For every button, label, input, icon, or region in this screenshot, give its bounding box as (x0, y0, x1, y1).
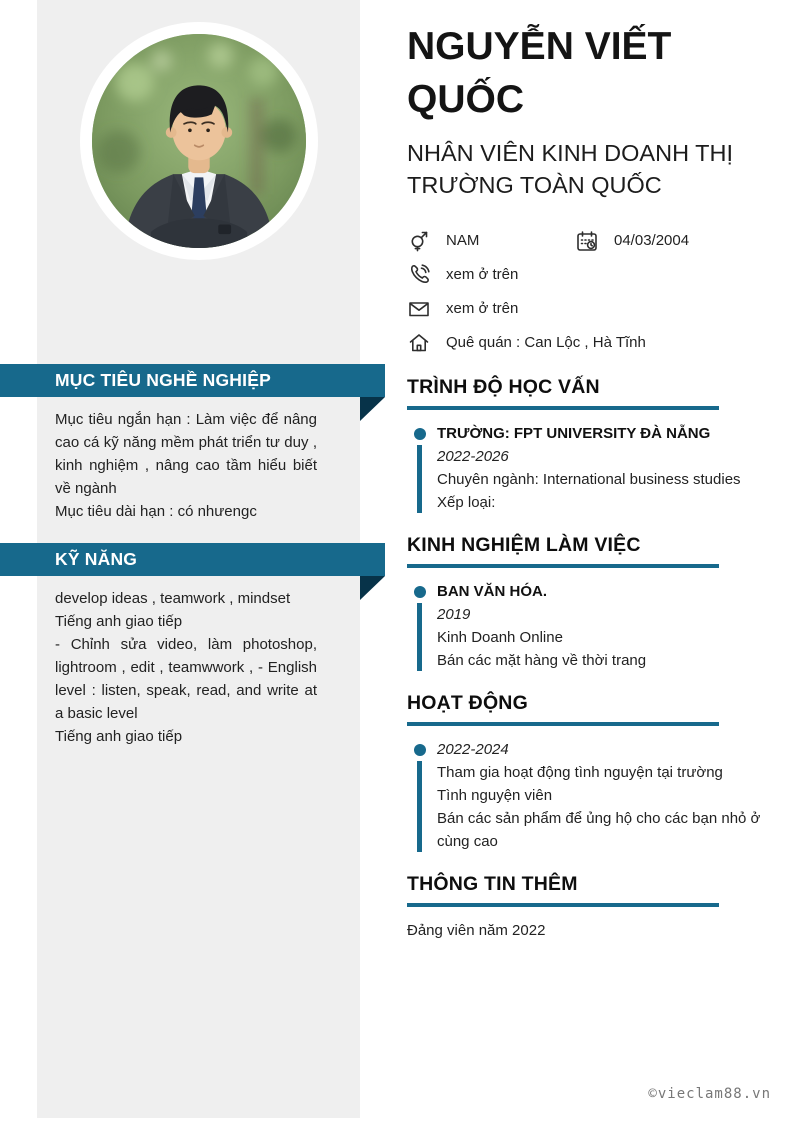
gender-item (407, 229, 575, 253)
info-row-gender-dob (407, 224, 773, 258)
activities-period: 2022-2024 (437, 740, 509, 758)
education-grade: Xếp loại: (437, 493, 496, 511)
career-objective-body (37, 397, 360, 529)
personal-info-list (407, 224, 773, 360)
envelope-icon (407, 297, 431, 321)
section-skills (37, 543, 360, 754)
skills-body (37, 576, 360, 754)
skills-title: KỸ NĂNG (55, 549, 138, 569)
activities-entry (407, 738, 773, 853)
career-objective-title: MỤC TIÊU NGHỀ NGHIỆP (55, 370, 271, 390)
activities-line: Tình nguyện viên (437, 786, 553, 804)
dob-item (575, 229, 689, 253)
skills-line: Tiếng anh giao tiếp (55, 613, 183, 630)
info-row-phone (407, 258, 773, 292)
candidate-name: NGUYỄN VIẾT QUỐC (407, 25, 672, 122)
section-career-objective (37, 364, 360, 529)
phone-icon (407, 263, 431, 287)
additional-line: Đảng viên năm 2022 (407, 921, 546, 939)
section-activities (407, 692, 773, 853)
skills-line: Tiếng anh giao tiếp (55, 728, 183, 745)
hometown-value: Quê quán : Can Lộc , Hà Tĩnh (446, 334, 646, 351)
skills-line: develop ideas , teamwork , mindset (55, 590, 291, 607)
education-major: Chuyên ngành: International business studies (437, 470, 741, 488)
experience-role: Kinh Doanh Online (437, 628, 563, 646)
gender-icon (407, 229, 431, 253)
timeline-dot (414, 744, 426, 756)
info-row-email (407, 292, 773, 326)
timeline-dot (414, 586, 426, 598)
calendar-icon (575, 229, 599, 253)
activities-heading: HOẠT ĐỘNG (407, 691, 528, 714)
site-watermark: ©vieclam88.vn (648, 1086, 771, 1102)
education-school: TRƯỜNG: FPT UNIVERSITY ĐÀ NẴNG (437, 424, 711, 442)
experience-heading: KINH NGHIỆM LÀM VIỆC (407, 533, 641, 556)
heading-rule (407, 722, 719, 726)
experience-org: BAN VĂN HÓA. (437, 582, 548, 600)
section-education (407, 376, 773, 514)
timeline-bar (417, 603, 422, 671)
career-objective-ribbon (0, 364, 385, 397)
email-item (407, 297, 518, 321)
profile-photo (80, 22, 318, 260)
activities-line: Tham gia hoạt động tình nguyện tại trường (437, 763, 723, 781)
experience-entry (407, 580, 773, 672)
gender-value: NAM (446, 232, 480, 249)
sidebar (37, 0, 360, 1118)
timeline-bar (417, 761, 422, 852)
additional-heading: THÔNG TIN THÊM (407, 872, 578, 895)
candidate-job-title: NHÂN VIÊN KINH DOANH THỊ TRƯỜNG TOÀN QUỐC (407, 140, 733, 198)
education-entry (407, 422, 773, 514)
education-period: 2022-2026 (437, 447, 509, 465)
ribbon-fold-shape (360, 397, 385, 421)
objective-short-term: Mục tiêu ngắn hạn : Làm việc để nâng cao cá kỹ năng mềm phát triển tư duy , kinh nghiệm , nâng cao tầm hiểu biết về ngành (55, 411, 317, 497)
ribbon-fold-shape (360, 576, 385, 600)
heading-rule (407, 564, 719, 568)
phone-value: xem ở trên (446, 266, 519, 283)
activities-line: Bán các sản phẩm để ủng hộ cho các bạn nhỏ ở cùng cao (437, 809, 761, 850)
experience-desc: Bán các mặt hàng về thời trang (437, 651, 647, 669)
section-additional-info (407, 873, 773, 942)
timeline-bar (417, 445, 422, 513)
experience-period: 2019 (437, 605, 471, 623)
heading-rule (407, 406, 719, 410)
phone-item (407, 263, 518, 287)
heading-rule (407, 903, 719, 907)
profile-photo-illustration (92, 34, 306, 248)
objective-long-term: Mục tiêu dài hạn : có nhưengc (55, 503, 257, 520)
skills-ribbon (0, 543, 385, 576)
hometown-item (407, 331, 646, 355)
main-column (407, 20, 773, 942)
section-experience (407, 534, 773, 672)
info-row-hometown (407, 326, 773, 360)
dob-value: 04/03/2004 (614, 232, 690, 249)
skills-line: - Chỉnh sửa video, làm photoshop, lightroom , edit , teamwwork , - English level : listen, speak, read, and write at a basic level (55, 636, 317, 722)
home-icon (407, 331, 431, 355)
timeline-dot (414, 428, 426, 440)
education-heading: TRÌNH ĐỘ HỌC VẤN (407, 375, 600, 398)
email-value: xem ở trên (446, 300, 519, 317)
